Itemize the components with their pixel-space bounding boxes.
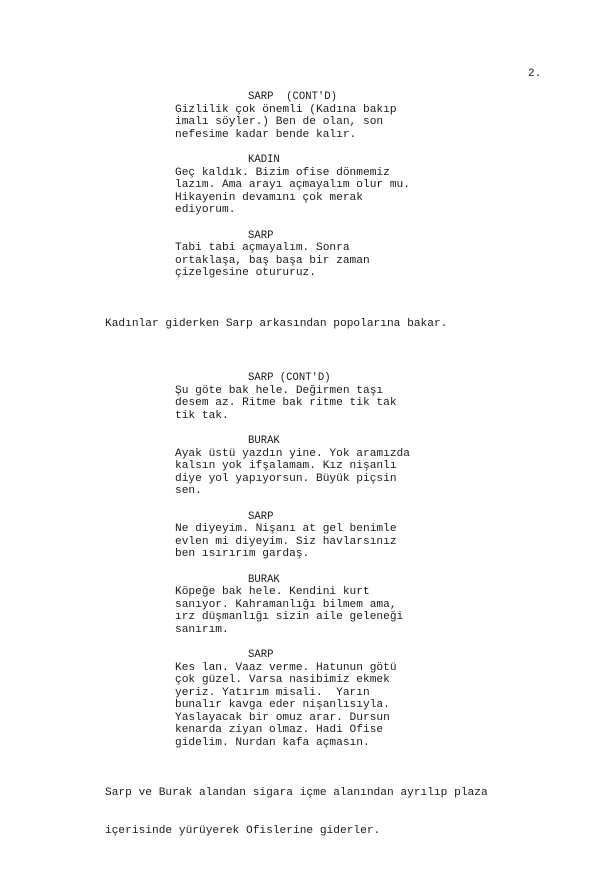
dialogue-line: sanıyor. Kahramanlığı bilmem ama,	[175, 598, 397, 611]
dialogue-line: Yaslayacak bir omuz arar. Dursun	[175, 711, 390, 724]
action-line: içerisinde yürüyerek Ofislerine giderler.	[105, 824, 381, 837]
character-name: SARP	[248, 510, 274, 523]
dialogue-block	[0, 230, 600, 280]
dialogue-line: nefesime kadar bende kalır.	[175, 128, 357, 141]
dialogue-line: ırz düşmanlığı sizin aile geleneği	[175, 611, 404, 623]
action-block	[105, 293, 525, 356]
dialogue-line: Köpeğe bak hele. Kendini kurt	[175, 586, 370, 598]
dialogue-line: çizelgesine otururuz.	[175, 267, 316, 279]
page-number: 2.	[528, 68, 542, 80]
dialogue-line: kalsın yok ifşalamam. Kız nişanlı	[175, 460, 397, 472]
dialogue-block	[0, 649, 600, 749]
dialogue-line: ben ısırırım gardaş.	[175, 548, 310, 560]
dialogue-line: tik tak.	[175, 409, 229, 422]
dialogue-line: imalı söyler.) Ben de olan, son	[175, 116, 384, 128]
dialogue-line: Hikayenin devamını çok merak	[175, 191, 363, 204]
dialogue-line: Geç kaldık. Bizim ofise dönmemiz	[175, 166, 390, 179]
character-name: SARP (CONT'D)	[248, 91, 338, 103]
dialogue-line: Gizlilik çok önemli (Kadına bakıp	[175, 103, 397, 116]
dialogue-line: ortaklaşa, baş başa bir zaman	[175, 254, 370, 267]
character-name: BURAK	[248, 573, 280, 586]
dialogue-block	[0, 372, 600, 422]
dialogue-line: Tabi tabi açmayalım. Sonra	[175, 242, 350, 254]
character-name: KADIN	[248, 154, 280, 166]
dialogue-line: gidelim. Nurdan kafa açmasın.	[175, 736, 370, 749]
screenplay-body	[0, 91, 600, 879]
dialogue-line: desem az. Ritme bak ritme tik tak	[175, 397, 397, 409]
dialogue-block	[0, 435, 600, 498]
dialogue-line: lazım. Ama arayı açmayalım olur mu.	[175, 179, 410, 191]
dialogue-line: evlen mi diyeyim. Siz havlarsınız	[175, 535, 397, 548]
dialogue-line: Ayak üstü yazdın yine. Yok aramızda	[175, 447, 410, 460]
dialogue-line: sanırım.	[175, 623, 229, 636]
dialogue-line: ediyorum.	[175, 204, 236, 216]
action-line: Kadınlar giderken Sarp arkasından popolarına bakar.	[105, 317, 448, 330]
action-line: Sarp ve Burak alandan sigara içme alanından ayrılıp plaza	[105, 787, 488, 799]
character-name: SARP (CONT'D)	[248, 372, 331, 384]
dialogue-line: Kes lan. Vaaz verme. Hatunun götü	[175, 661, 397, 674]
character-name: BURAK	[248, 435, 280, 447]
dialogue-line: Ne diyeyim. Nişanı at gel benimle	[175, 523, 397, 535]
dialogue-line: çok güzel. Varsa nasibimiz ekmek	[175, 674, 390, 686]
dialogue-block	[0, 154, 600, 217]
dialogue-line: yeriz. Yatırım misali. Yarın	[175, 686, 370, 699]
dialogue-line: diye yol yapıyorsun. Büyük piçsin	[175, 472, 397, 485]
dialogue-block	[0, 511, 600, 561]
dialogue-line: Şu göte bak hele. Değirmen taşı	[175, 384, 384, 397]
action-block	[105, 762, 525, 862]
dialogue-line: bunalır kavga eder nişanlısıyla.	[175, 699, 390, 711]
character-name: SARP	[248, 229, 274, 242]
dialogue-block	[0, 574, 600, 637]
dialogue-line: kenarda ziyan olmaz. Hadi Ofise	[175, 724, 384, 736]
dialogue-block	[0, 91, 600, 141]
dialogue-line: sen.	[175, 485, 202, 497]
character-name: SARP	[248, 649, 274, 661]
